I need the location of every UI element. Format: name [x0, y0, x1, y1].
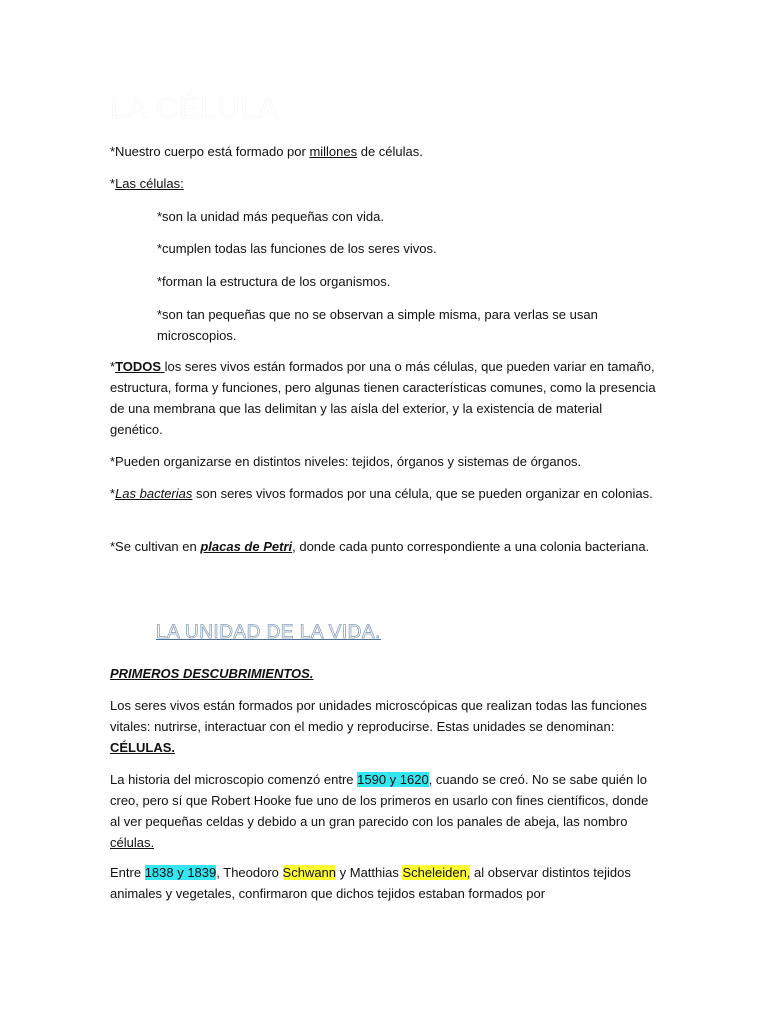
paragraph: *Pueden organizarse en distintos niveles: tejidos, órganos y sistemas de órganos. — [110, 454, 582, 469]
list-item: *son tan pequeñas que no se observan a simple misma, para verlas se usan microscopios. — [157, 307, 598, 343]
paragraph: *Nuestro cuerpo está formado por millones de células. — [110, 144, 423, 159]
paragraph: *Las células: — [110, 176, 184, 191]
paragraph: *TODOS los seres vivos están formados por una o más células, que pueden variar en tamaño, estructura, forma y funciones, pero algunas tienen características comunes, como la presencia de una membrana que las delimitan y las aísla del exterior, y la existencia de material genético. — [110, 359, 656, 437]
list-item: *son la unidad más pequeñas con vida. — [157, 209, 384, 224]
paragraph: Entre 1838 y 1839, Theodoro Schwann y Matthias Scheleiden, al observar distintos tejidos animales y vegetales, confirmaron que dichos tejidos estaban formados por — [110, 865, 631, 901]
paragraph: *Las bacterias son seres vivos formados por una célula, que se pueden organizar en colonias. — [110, 486, 653, 501]
document-title: LA CÉLULA — [110, 92, 280, 125]
list-item: *forman la estructura de los organismos. — [157, 274, 391, 289]
list-item: *cumplen todas las funciones de los seres vivos. — [157, 241, 437, 256]
paragraph: *Se cultivan en placas de Petri, donde cada punto correspondiente a una colonia bacteriana. — [110, 539, 650, 554]
paragraph: Los seres vivos están formados por unidades microscópicas que realizan todas las funciones vitales: nutrirse, interactuar con el medio y reproducirse. Estas unidades se denominan: CÉLULAS. — [110, 698, 647, 755]
paragraph: La historia del microscopio comenzó entre 1590 y 1620, cuando se creó. No se sabe quién lo creo, pero sí que Robert Hooke fue uno de los primeros en usarlo con fines científicos, donde al ver pequeñas celdas y debido a un gran parecido con los panales de abeja, las nombro células. — [110, 772, 649, 850]
section-heading: LA UNIDAD DE LA VIDA. — [156, 622, 381, 643]
subheading: PRIMEROS DESCUBRIMIENTOS. — [110, 666, 314, 681]
